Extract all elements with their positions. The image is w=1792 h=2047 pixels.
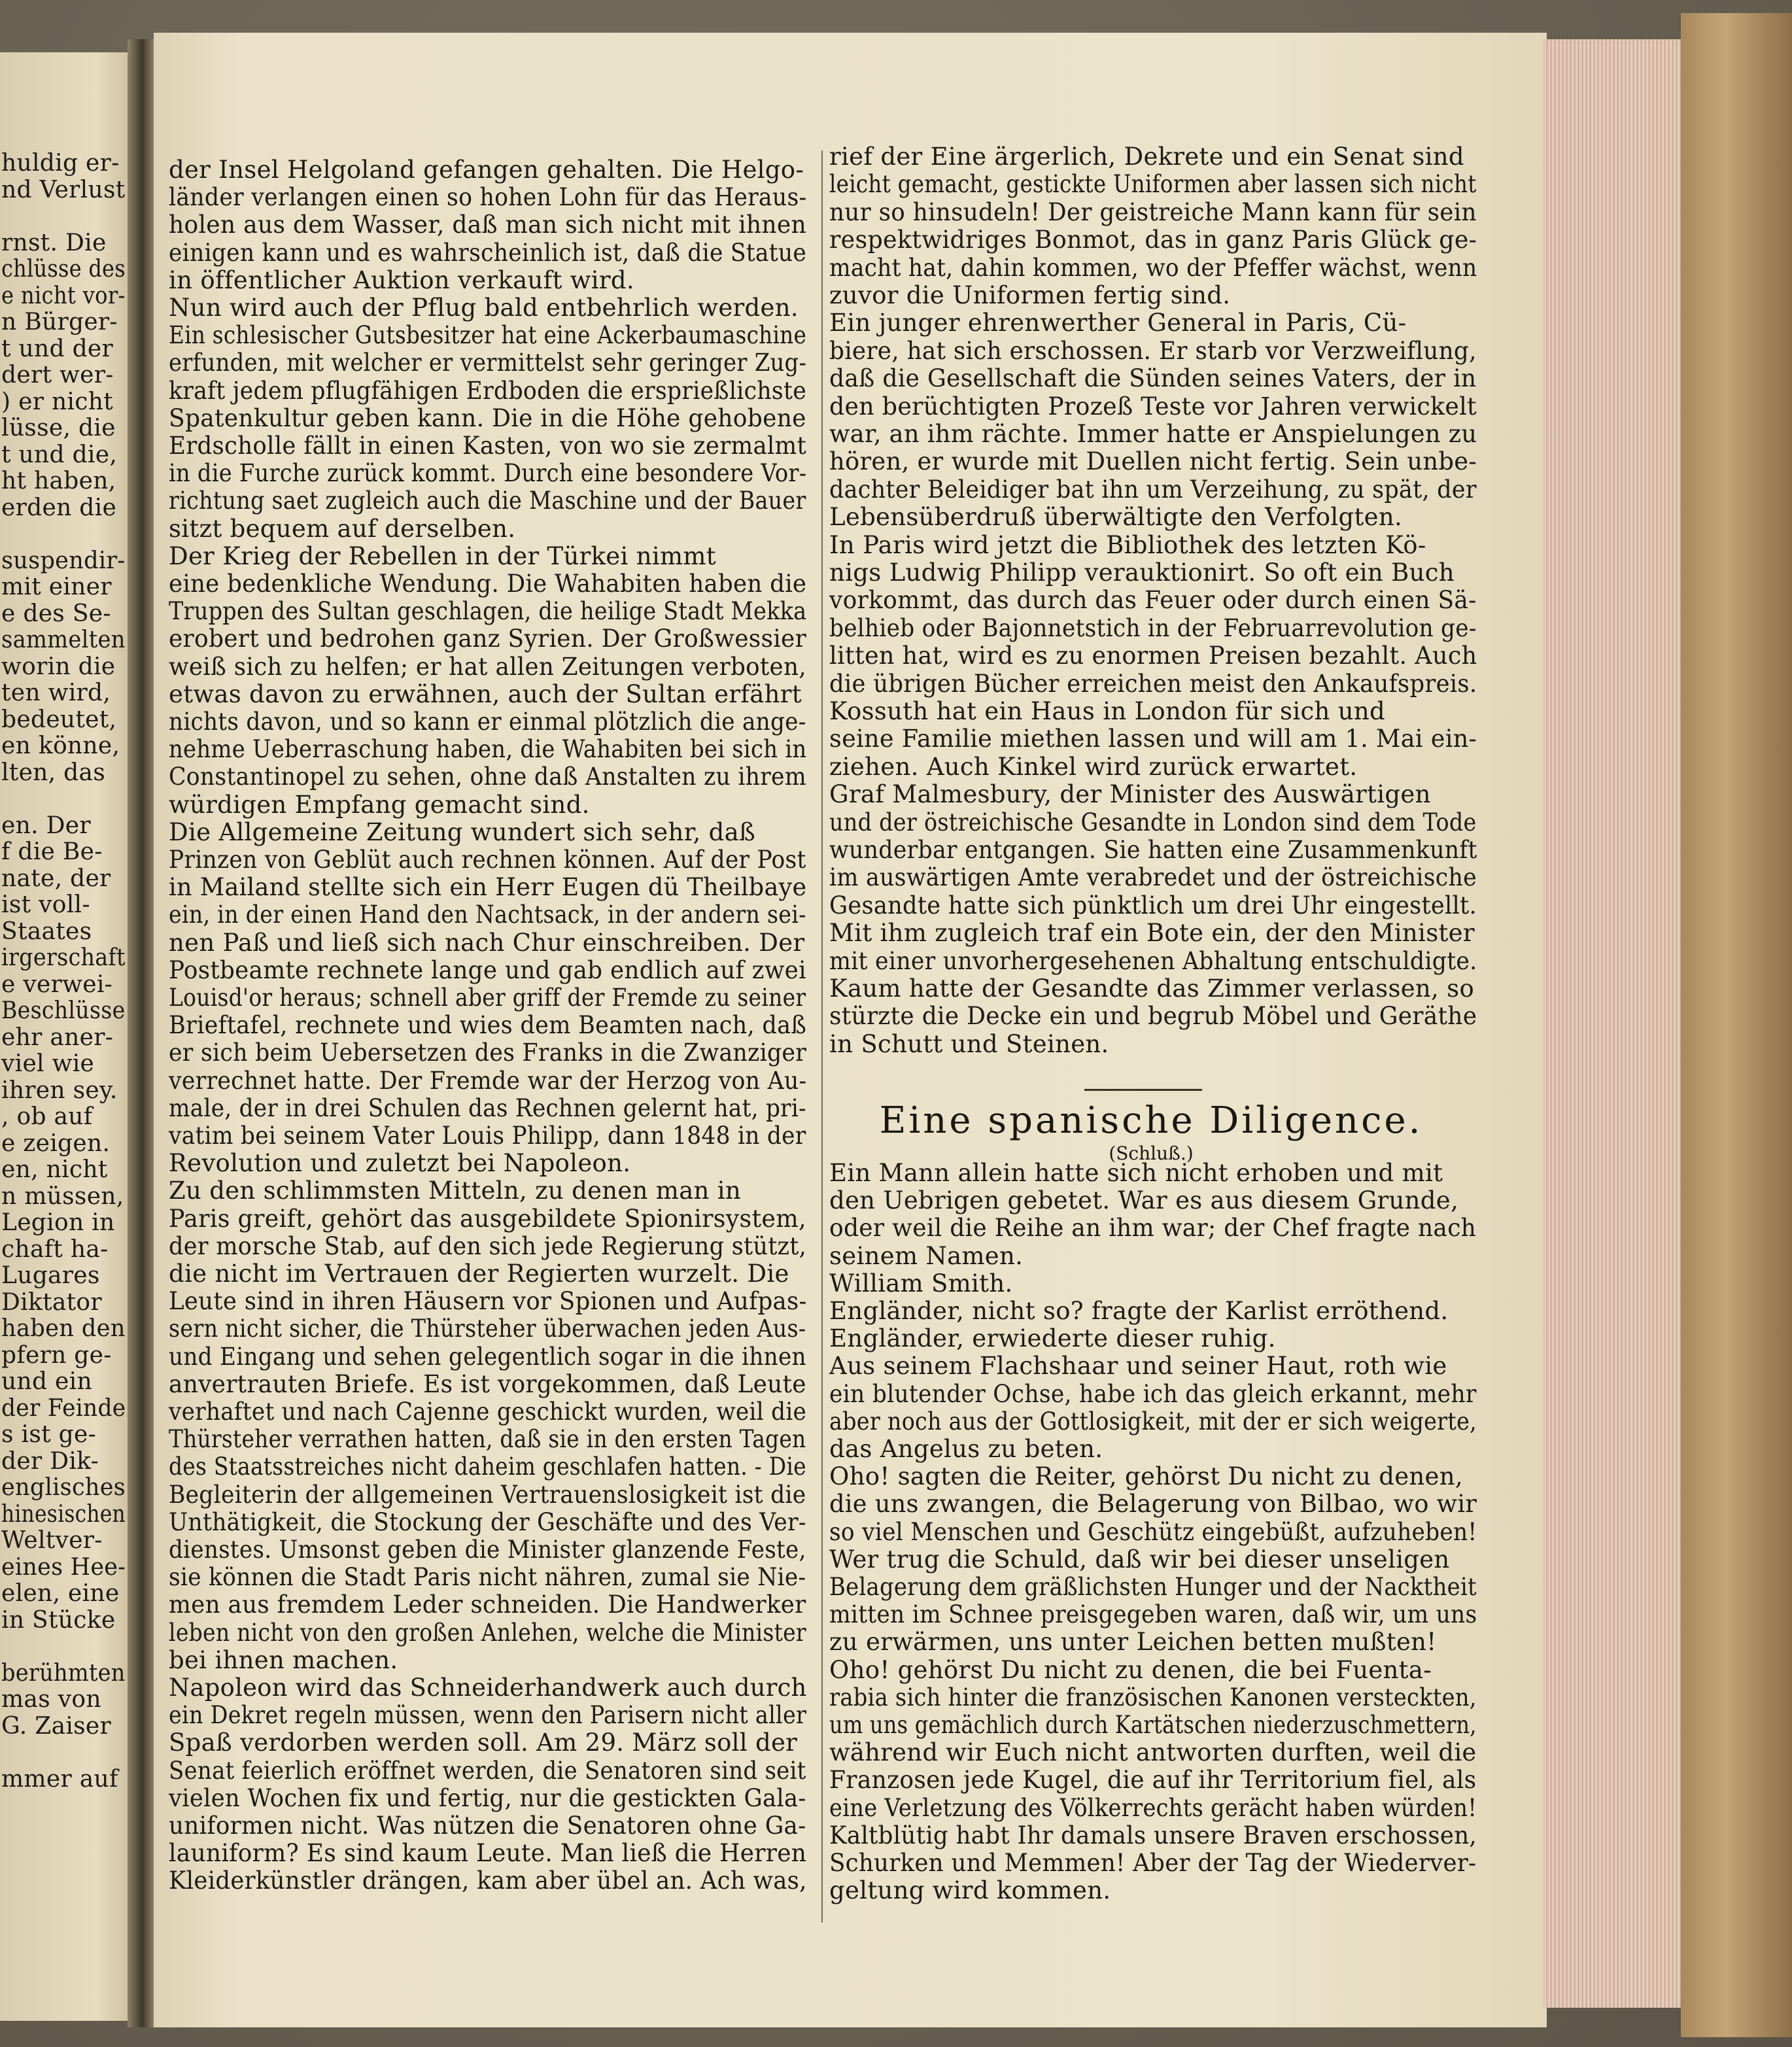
column-left-line: launiform? Es sind kaum Leute. Man ließ die Herren <box>169 1839 807 1868</box>
column-left-line: in öffentlicher Auktion verkauft wird. <box>169 266 634 294</box>
column-right-bottom-line: Aus seinem Flachshaar und seiner Haut, roth wie <box>829 1352 1447 1381</box>
column-left-line: Louisd'or heraus; schnell aber griff der Fremde zu seiner <box>169 984 806 1012</box>
column-left-line: Spatenkultur geben kann. Die in die Höhe gehobene <box>169 404 806 432</box>
column-left-line: Prinzen von Geblüt auch rechnen können. Auf der Post <box>169 846 806 874</box>
column-right-bottom-line: Engländer, nicht so? fragte der Karlist erröthend. <box>829 1297 1449 1325</box>
column-left-line: und Eingang und sehen gelegentlich sogar in die ihnen <box>169 1342 806 1371</box>
column-right-top-line: leicht gemacht, gestickte Uniformen aber lassen sich nicht <box>829 170 1477 199</box>
column-left-line: Brieftafel, rechnete und wies dem Beamten nach, daß <box>169 1011 807 1040</box>
column-right-top-line: litten hat, wird es zu enormen Preisen bezahlt. Auch <box>829 642 1477 670</box>
column-left-line: nichts davon, und so kann er einmal plötzlich die ange- <box>169 708 806 736</box>
left-fragments-line: huldig er- <box>1 150 120 177</box>
column-right-top-line: seine Familie miethen lassen und will am 1. Mai ein- <box>829 725 1477 753</box>
left-fragments-line: chaft ha- <box>1 1235 109 1263</box>
column-right-top-line: im auswärtigen Amte verabredet und der östreichische <box>829 863 1477 892</box>
column-left-line: ein, in der einen Hand den Nachtsack, in der andern sei- <box>169 901 806 929</box>
column-right-bottom-line: Belagerung dem gräßlichsten Hunger und der Nacktheit <box>829 1573 1477 1601</box>
column-right-top-line: die übrigen Bücher erreichen meist den Ankaufspreis. <box>829 669 1477 698</box>
left-fragments-line: Diktator <box>1 1288 102 1316</box>
column-left-line: vatim bei seinem Vater Louis Philipp, dann 1848 in der <box>169 1122 806 1150</box>
left-fragments-line: viel wie <box>1 1050 95 1077</box>
column-right-top-line: Ein junger ehrenwerther General in Paris, Cü- <box>829 309 1407 337</box>
column-left-line: Kleiderkünstler drängen, kam aber übel an. Ach was, <box>169 1866 807 1895</box>
left-fragments-line: ) er nicht <box>1 388 113 415</box>
column-left-line: sie können die Stadt Paris nicht nähren, zumal sie Nie- <box>169 1563 806 1592</box>
column-right-top-line: stürzte die Decke ein und begrub Möbel und Geräthe <box>829 1002 1477 1031</box>
left-fragments-line: pfern ge- <box>1 1341 112 1369</box>
column-left-line: erfunden, mit welcher er vermittelst sehr geringer Zug- <box>169 349 807 377</box>
column-left-line: Die Allgemeine Zeitung wundert sich sehr, daß <box>169 817 756 846</box>
column-right-top-line: wunderbar entgangen. Sie hatten eine Zusammenkunft <box>829 836 1477 864</box>
column-right-bottom-line: Oho! gehörst Du nicht zu denen, die bei Fuenta- <box>829 1655 1432 1684</box>
left-fragments-line: suspendir- <box>1 547 126 574</box>
section-rule <box>1084 1089 1202 1091</box>
column-left-line: Spaß verdorben werden soll. Am 29. März soll der <box>169 1729 798 1757</box>
article-note: (Schluß.) <box>1109 1143 1194 1164</box>
column-right-bottom-line: mitten im Schnee preisgegeben waren, daß wir, um uns <box>829 1600 1477 1629</box>
left-fragments-line: haben den <box>1 1315 126 1342</box>
column-right-bottom-line: ein blutender Ochse, habe ich das gleich erkannt, mehr <box>829 1379 1477 1408</box>
column-right-top-line: nur so hinsudeln! Der geistreiche Mann kann für sein <box>829 198 1477 226</box>
column-right-bottom-line: aber noch aus der Gottlosigkeit, mit der er sich weigerte, <box>829 1407 1477 1436</box>
column-left-line: länder verlangen einen so hohen Lohn für das Heraus- <box>169 183 807 212</box>
left-fragments-line: englisches <box>1 1474 126 1501</box>
column-left-line: Leute sind in ihren Häusern vor Spionen und Aufpas- <box>169 1287 807 1316</box>
left-fragments-line: chlüsse des <box>1 256 126 283</box>
column-left-line: Postbeamte rechnete lange und gab endlich auf zwei <box>169 955 806 984</box>
article-title: Eine spanische Diligence. <box>879 1099 1423 1142</box>
column-left-line: leben nicht von den großen Anlehen, welche die Minister <box>169 1618 806 1647</box>
column-right-top-line: hören, er wurde mit Duellen nicht fertig. Sein unbe- <box>829 447 1477 476</box>
column-right-bottom-line: so viel Menschen und Geschütz eingebüßt, aufzuheben! <box>829 1517 1477 1546</box>
left-fragments-line: ihren sey. <box>1 1076 118 1104</box>
column-left-line: erobert und bedrohen ganz Syrien. Der Großwessier <box>169 625 807 653</box>
column-left-line: etwas davon zu erwähnen, auch der Sultan erfährt <box>169 679 802 708</box>
left-fragments-line: ist voll- <box>1 891 90 918</box>
left-fragments-line: lten, das <box>1 759 106 786</box>
left-fragments-line: mmer auf <box>1 1765 118 1793</box>
column-left-line: ein Dekret regeln müssen, wenn den Parisern nicht aller <box>169 1701 807 1730</box>
column-right-bottom-line: geltung wird kommen. <box>829 1876 1111 1905</box>
column-right-top-line: zuvor die Uniformen fertig sind. <box>829 281 1231 309</box>
left-fragments-line: n Bürger- <box>1 309 118 335</box>
column-right-top-line: ziehen. Auch Kinkel wird zurück erwartet. <box>829 752 1358 781</box>
left-fragments-line: worin die <box>1 653 116 680</box>
column-right-top-line: Mit ihm zugleich traf ein Bote ein, der den Minister <box>829 919 1475 948</box>
column-left-line: sitzt bequem auf derselben. <box>169 514 516 543</box>
column-left-line: verrechnet hatte. Der Fremde war der Herzog von Au- <box>169 1066 807 1095</box>
book-gutter <box>128 39 157 2027</box>
left-fragments-line: t und die, <box>1 441 118 468</box>
left-fragments-line: Beschlüsse <box>1 997 126 1024</box>
column-left-line: kraft jedem pflugfähigen Erdboden die ersprießlichste <box>169 376 807 405</box>
column-left-line: Napoleon wird das Schneiderhandwerk auch durch <box>169 1674 807 1702</box>
column-left-line: vielen Wochen fix und fertig, nur die gestickten Gala- <box>169 1783 806 1812</box>
column-right-bottom-line: um uns gemächlich durch Kartätschen niederzuschmettern, <box>829 1711 1477 1739</box>
column-right-bottom-line: die uns zwangen, die Belagerung von Bilbao, wo wir <box>829 1490 1477 1519</box>
column-right-top-line: Gesandte hatte sich pünktlich um drei Uhr eingestellt. <box>829 891 1477 920</box>
column-right-bottom-line: während wir Euch nicht antworten durften, weil die <box>829 1738 1477 1767</box>
left-fragments-line: ten wird, <box>1 679 111 706</box>
column-left-line: er sich beim Uebersetzen des Franks in die Zwanziger <box>169 1039 807 1067</box>
column-right-bottom-line: Franzosen jede Kugel, die auf ihr Territorium fiel, als <box>829 1766 1477 1795</box>
column-right-bottom-line: Schurken und Memmen! Aber der Tag der Wiederver- <box>829 1849 1477 1877</box>
column-right-bottom-line: eine Verletzung des Völkerrechts gerächt haben würden! <box>829 1793 1477 1822</box>
column-right-top-line: in Schutt und Steinen. <box>829 1029 1109 1058</box>
column-left-line: Begleiterin der allgemeinen Vertrauenslosigkeit ist die <box>169 1480 806 1509</box>
left-fragments-line: s ist ge- <box>1 1421 97 1448</box>
column-right-bottom-line: Ein Mann allein hatte sich nicht erhoben und mit <box>829 1159 1443 1187</box>
column-left-line: sern nicht sicher, die Thürsteher überwachen jeden Aus- <box>169 1315 806 1343</box>
column-left-line: der Insel Helgoland gefangen gehalten. Die Helgo- <box>169 156 804 184</box>
left-fragments-line: Legion in <box>1 1209 115 1236</box>
left-fragments-line: e verwei- <box>1 971 113 998</box>
column-left-line: Unthätigkeit, die Stockung der Geschäfte und des Ver- <box>169 1507 806 1536</box>
column-right-top-line: Lebensüberdruß überwältigte den Verfolgten. <box>829 503 1403 532</box>
column-right-top-line: rief der Eine ärgerlich, Dekrete und ein Senat sind <box>829 143 1464 171</box>
left-fragments-line: bedeutet, <box>1 706 117 733</box>
left-fragments-line: Weltver- <box>1 1527 103 1554</box>
column-left-line: Nun wird auch der Pflug bald entbehrlich werden. <box>169 294 799 322</box>
column-right-top-line: Graf Malmesbury, der Minister des Auswärtigen <box>829 780 1431 809</box>
left-fragments-line: f die Be- <box>1 838 103 865</box>
column-left-line: nen Paß und ließ sich nach Chur einschreiben. Der <box>169 928 805 957</box>
column-right-bottom-line: das Angelus zu beten. <box>829 1435 1103 1463</box>
column-right-top-line: macht hat, dahin kommen, wo der Pfeffer wächst, wenn <box>829 253 1477 282</box>
column-left-line: bei ihnen machen. <box>169 1645 398 1674</box>
column-left-line: nehme Ueberraschung haben, die Wahabiten bei sich in <box>169 735 807 764</box>
column-left-line: Senat feierlich eröffnet werden, die Senatoren sind seit <box>169 1756 806 1785</box>
left-fragments-line: der Feinde <box>1 1394 126 1422</box>
left-fragments-line: der Dik- <box>1 1447 99 1475</box>
column-left-line: Ein schlesischer Gutsbesitzer hat eine Ackerbaumaschine <box>169 321 807 350</box>
column-right-bottom-line: oder weil die Reihe an ihm war; der Chef fragte nach <box>829 1214 1477 1243</box>
column-right-top-line: respektwidriges Bonmot, das in ganz Paris Glück ge- <box>829 226 1477 254</box>
column-left-line: eine bedenkliche Wendung. Die Wahabiten haben die <box>169 570 807 598</box>
column-right-top-line: dachter Beleidiger bat ihn um Verzeihung, zu spät, der <box>829 475 1477 504</box>
left-fragments-line: e des Se- <box>1 600 111 627</box>
column-right-bottom-line: William Smith. <box>829 1269 1013 1298</box>
column-left-line: male, der in drei Schulen das Rechnen gelernt hat, pri- <box>169 1093 806 1122</box>
left-fragments-line: t und der <box>1 335 114 362</box>
column-left-line: anvertrauten Briefe. Es ist vorgekommen, daß Leute <box>169 1369 806 1398</box>
column-right-top-line: nigs Ludwig Philipp verauktionirt. So oft ein Buch <box>829 559 1455 587</box>
left-fragments-line: mit einer <box>1 574 112 600</box>
column-left-line: des Staatsstreiches nicht daheim geschlafen hatten. - Die <box>169 1453 806 1481</box>
left-fragments-line: ht haben, <box>1 468 116 494</box>
column-right-bottom-line: seinem Namen. <box>829 1241 1024 1270</box>
book-cover <box>1681 13 1792 2037</box>
column-left-line: weiß sich zu helfen; er hat allen Zeitungen verboten, <box>169 652 806 681</box>
left-fragments-line: eines Hee- <box>1 1553 126 1581</box>
column-left-line: Paris greift, gehört das ausgebildete Spionirsystem, <box>169 1204 806 1233</box>
column-right-top-line: war, an ihm rächte. Immer hatte er Anspielungen zu <box>829 420 1477 448</box>
column-left-line: uniformen nicht. Was nützen die Senatoren ohne Ga- <box>169 1812 806 1840</box>
left-fragments-line: nd Verlust <box>1 176 126 203</box>
left-fragments-line: ehr aner- <box>1 1024 114 1051</box>
column-right-bottom-line: Engländer, erwiederte dieser ruhig. <box>829 1324 1276 1353</box>
column-left-line: Truppen des Sultan geschlagen, die heilige Stadt Mekka <box>169 597 807 626</box>
column-left-line: würdigen Empfang gemacht sind. <box>169 790 590 819</box>
column-right-top-line: Kossuth hat ein Haus in London für sich und <box>829 697 1385 725</box>
column-left-line: Der Krieg der Rebellen in der Türkei nimmt <box>169 542 716 570</box>
left-fragments-line: sammelten <box>1 627 126 653</box>
left-fragments-line: berühmten <box>1 1659 126 1687</box>
column-right-top-line: den berüchtigten Prozeß Teste vor Jahren verwickelt <box>829 392 1477 421</box>
column-left-line: holen aus dem Wasser, daß man sich nicht mit ihnen <box>169 211 807 239</box>
column-right-top-line: mit einer unvorhergesehenen Abhaltung entschuldigte. <box>829 946 1477 975</box>
column-right-bottom-line: Wer trug die Schuld, daß wir bei dieser unseligen <box>829 1545 1450 1574</box>
column-right-bottom-line: Oho! sagten die Reiter, gehörst Du nicht zu denen, <box>829 1462 1463 1491</box>
left-fragments-line: elen, eine <box>1 1580 120 1607</box>
column-left-line: der morsche Stab, auf den sich jede Regierung stützt, <box>169 1231 807 1260</box>
left-fragments-line: und ein <box>1 1368 92 1395</box>
left-fragments-line: mas von <box>1 1686 101 1713</box>
left-fragments-line: irgerschaft <box>1 944 126 971</box>
column-right-top-line: vorkommt, das durch das Feuer oder durch einen Sä- <box>829 586 1477 615</box>
left-fragments-line: rnst. Die <box>1 229 107 256</box>
column-right-top-line: biere, hat sich erschossen. Er starb vor Verzweiflung, <box>829 336 1477 365</box>
column-right-top-line: Kaum hatte der Gesandte das Zimmer verlassen, so <box>829 974 1475 1003</box>
column-right-top-line: In Paris wird jetzt die Bibliothek des letzten Kö- <box>829 530 1426 559</box>
left-fragments-line: en. Der <box>1 812 91 839</box>
left-fragments-line: Lugares <box>1 1262 100 1289</box>
left-fragments-line: n müssen, <box>1 1182 124 1210</box>
column-left-line: in Mailand stellte sich ein Herr Eugen dü Theilbaye <box>169 873 807 902</box>
left-fragments-line: en könne, <box>1 732 120 759</box>
left-fragments-line: nate, der <box>1 865 111 892</box>
left-fragments-line: erden die <box>1 494 117 521</box>
left-fragments-line: Staates <box>1 918 92 945</box>
column-right-top-line: belhieb oder Bajonnetstich in der Februarrevolution ge- <box>829 613 1477 642</box>
column-left-line: verhaftet und nach Cajenne geschickt wurden, weil die <box>169 1398 807 1426</box>
column-left-line: Zu den schlimmsten Mitteln, zu denen man in <box>169 1177 742 1205</box>
left-fragments-line: dert wer- <box>1 362 114 388</box>
left-fragments-line: in Stücke <box>1 1606 116 1634</box>
column-left-line: men aus fremdem Leder schneiden. Die Handwerker <box>169 1591 806 1619</box>
left-fragments-line: e zeigen. <box>1 1129 111 1157</box>
column-left-line: in die Furche zurück kommt. Durch eine besondere Vor- <box>169 459 807 488</box>
left-fragments-line: , ob auf <box>1 1103 93 1130</box>
column-right-bottom-line: den Uebrigen gebetet. War es aus diesem Grunde, <box>829 1186 1459 1215</box>
column-right-bottom-line: zu erwärmen, uns unter Leichen betten mußten! <box>829 1628 1437 1657</box>
column-left-line: Revolution und zuletzt bei Napoleon. <box>169 1149 631 1178</box>
column-left-line: Constantinopel zu sehen, ohne daß Anstalten zu ihrem <box>169 763 806 791</box>
left-fragments-line: hinesischen <box>1 1500 126 1528</box>
column-divider <box>821 150 823 1923</box>
page-edges <box>1543 39 1691 2008</box>
column-left-line: einigen kann und es wahrscheinlich ist, daß die Statue <box>169 238 807 267</box>
column-left-line: Thürsteher verrathen hatten, daß sie in den ersten Tagen <box>169 1425 806 1454</box>
column-right-top-line: daß die Gesellschaft die Sünden seines Vaters, der in <box>829 364 1477 393</box>
column-right-bottom-line: Kaltblütig habt Ihr damals unsere Braven erschossen, <box>829 1821 1477 1849</box>
left-fragments-line: e nicht vor- <box>1 282 126 309</box>
column-left-line: die nicht im Vertrauen der Regierten wurzelt. Die <box>169 1260 789 1288</box>
column-left-line: Erdscholle fällt in einen Kasten, von wo sie zermalmt <box>169 432 807 460</box>
left-fragments-line: en, nicht <box>1 1156 108 1183</box>
left-fragments-line: lüsse, die <box>1 415 116 441</box>
column-left-line: richtung saet zugleich auch die Maschine und der Bauer <box>169 487 806 515</box>
left-fragments-line: G. Zaiser <box>1 1712 112 1740</box>
column-right-bottom-line: rabia sich hinter die französischen Kanonen versteckten, <box>829 1683 1477 1712</box>
column-right-top-line: und der östreichische Gesandte in London sind dem Tode <box>829 808 1477 836</box>
column-left-line: dienstes. Umsonst geben die Minister glanzende Feste, <box>169 1536 806 1564</box>
